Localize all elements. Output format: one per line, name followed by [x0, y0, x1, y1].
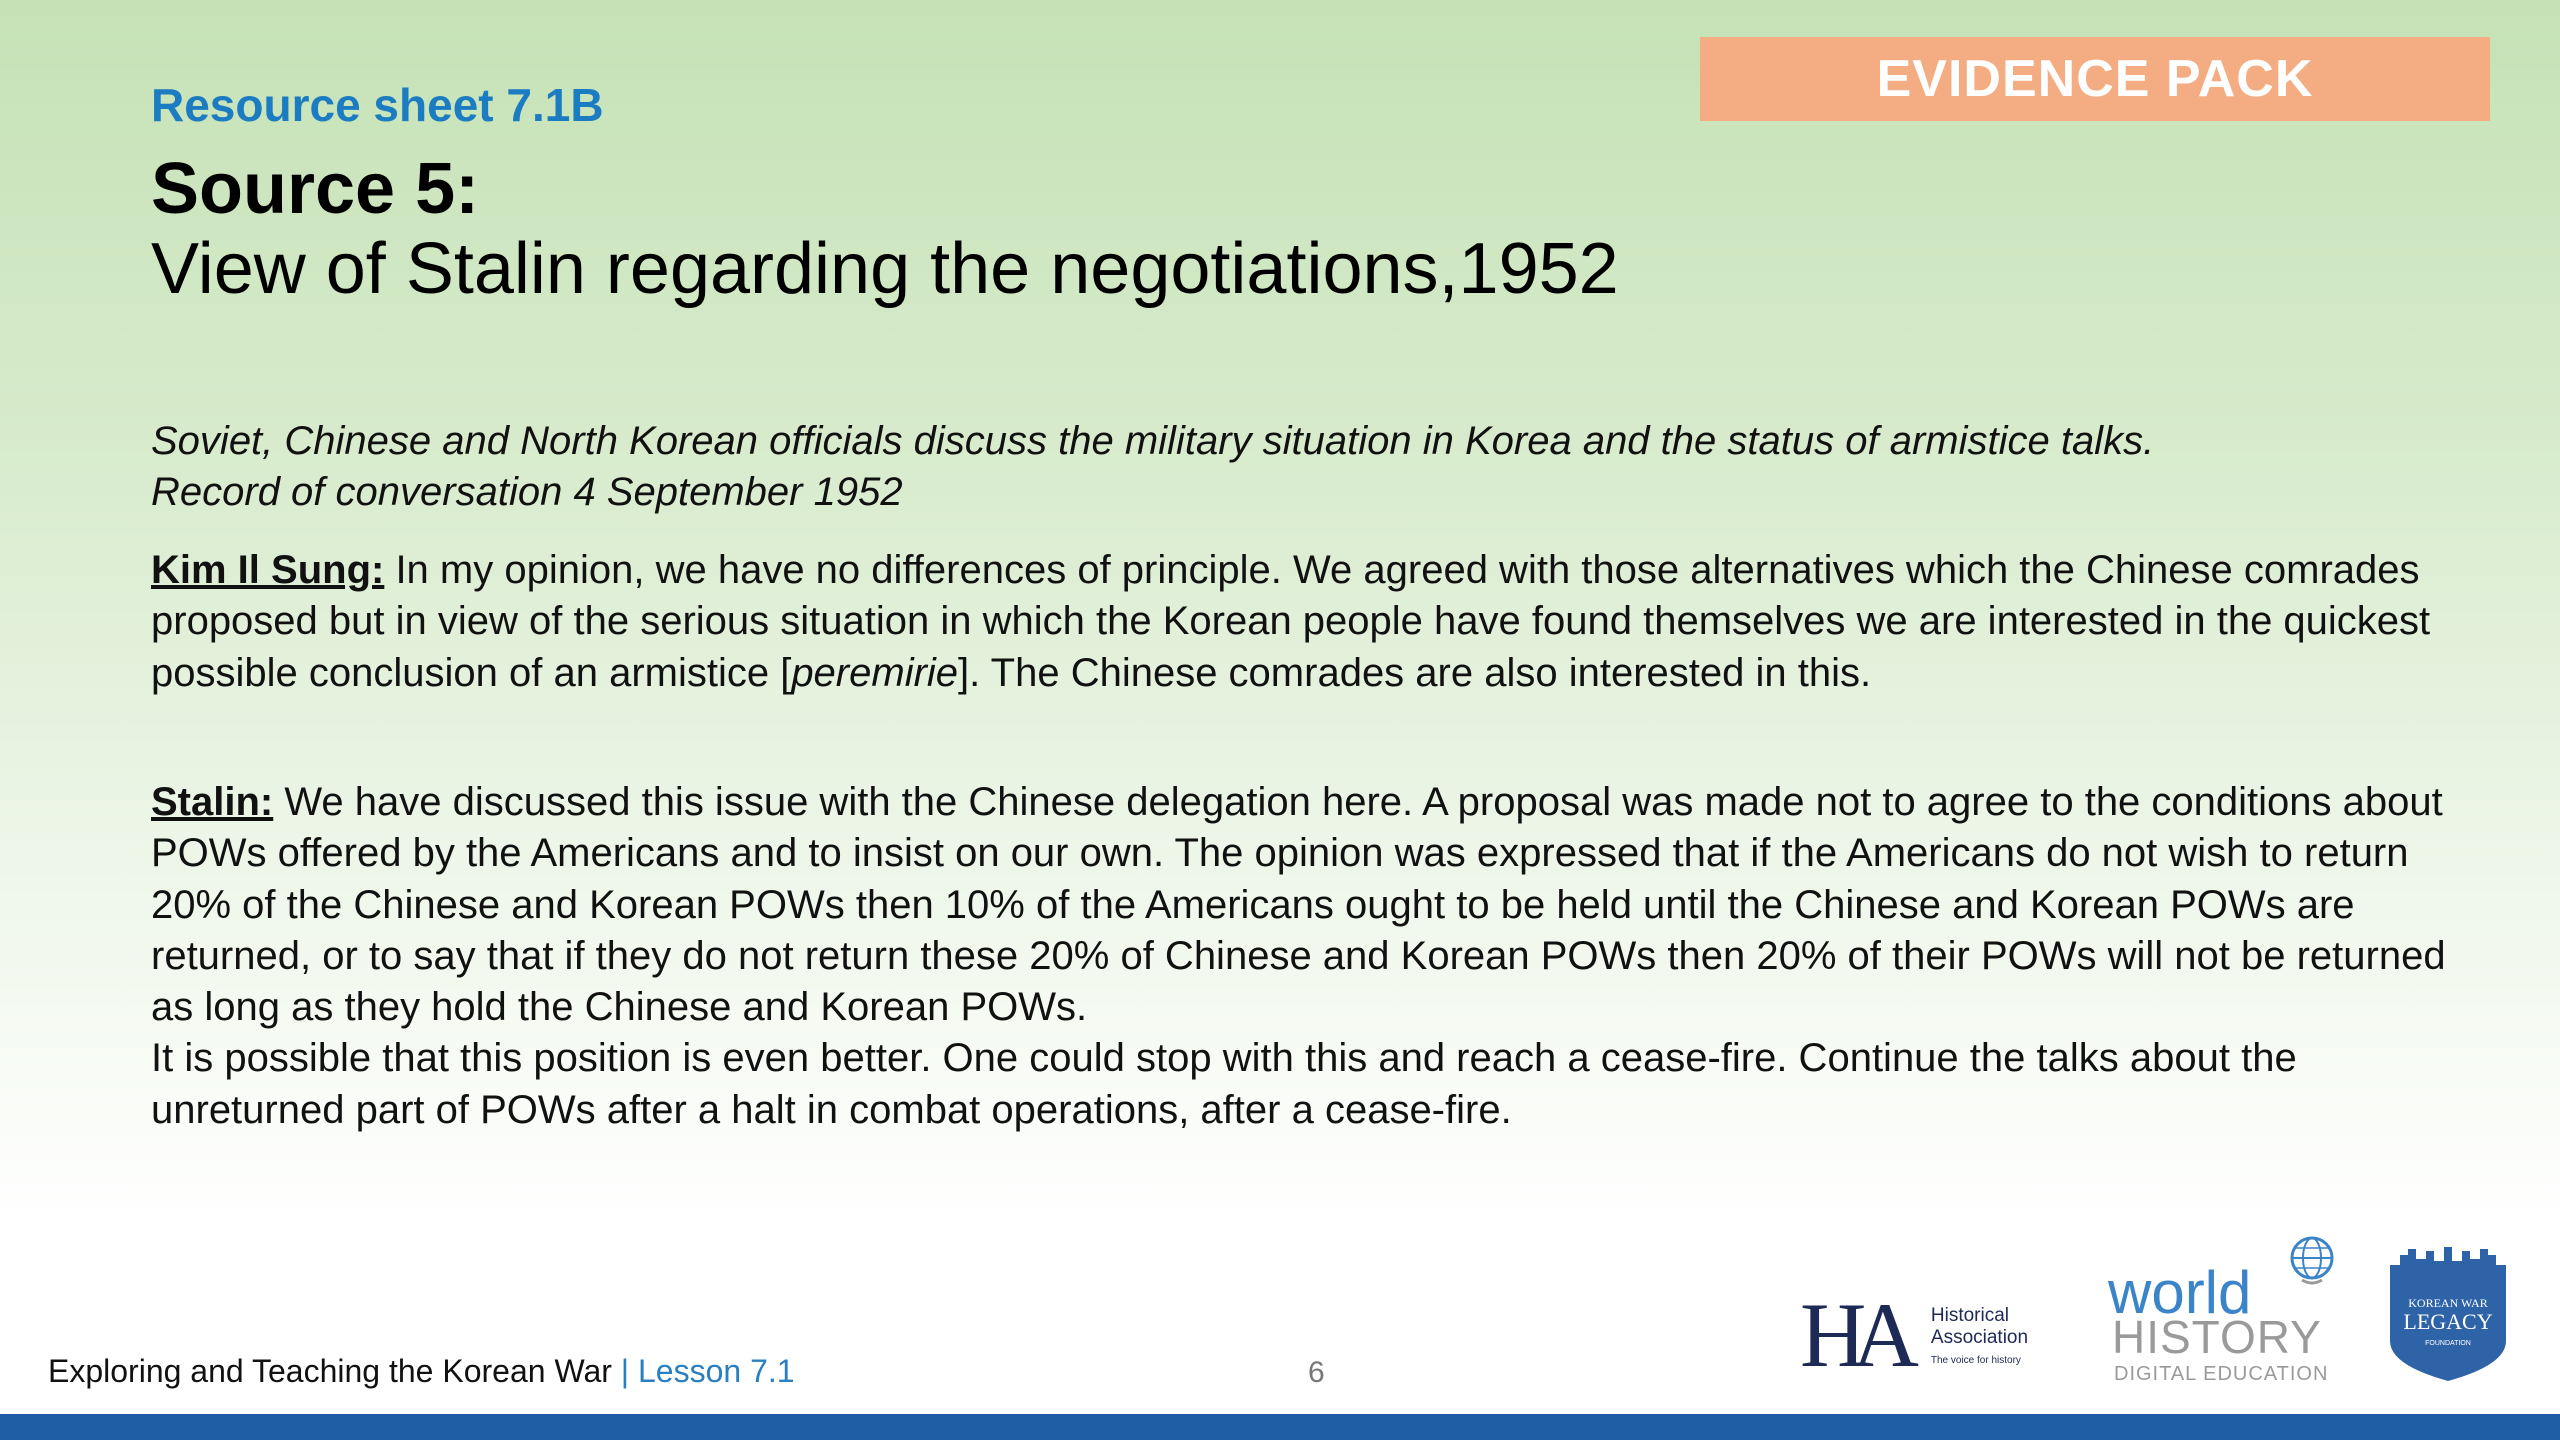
kim-il-sung-paragraph: [151, 545, 2451, 699]
bottom-bar: [0, 1414, 2560, 1440]
historical-association-logo: [1800, 1285, 2070, 1385]
korean-war-legacy-logo: [2386, 1245, 2510, 1383]
globe-icon: [2284, 1232, 2340, 1288]
wh-logo-world: world: [2108, 1259, 2252, 1326]
resource-sheet-label: Resource sheet 7.1B: [151, 79, 604, 131]
world-history-digital-education-logo: [2092, 1218, 2342, 1393]
ha-logo-mark: HA: [1800, 1284, 1905, 1386]
kim-text-part-1: In my opinion, we have no differences of principle. We agreed with those alternatives which the Chinese comrades proposed but in view of the serious situation in which the Korean people have found themselves we are interested in the quickest possible conclusion of an armistice [: [151, 548, 2431, 695]
intro-line-2: Record of conversation 4 September 1952: [151, 470, 903, 514]
kwl-line-1: KOREAN WAR: [2408, 1296, 2488, 1310]
kim-italic-term: peremirie: [791, 650, 959, 695]
footer-lesson: Lesson 7.1: [638, 1353, 795, 1389]
footer-course: Exploring and Teaching the Korean War: [48, 1353, 612, 1389]
source-subtitle: View of Stalin regarding the negotiations,1952: [151, 229, 1619, 309]
intro-line-1: Soviet, Chinese and North Korean officials discuss the military situation in Korea and the status of armistice talks.: [151, 419, 2155, 463]
page-number: 6: [1308, 1356, 1325, 1389]
kwl-shield-icon: [2386, 1245, 2510, 1383]
stalin-paragraph: [151, 777, 2451, 1136]
speaker-stalin: Stalin:: [151, 780, 274, 824]
stalin-text-part-1: We have discussed this issue with the Chinese delegation here. A proposal was made not to agree to the conditions about POWs offered by the Americans and to insist on our own. The opinion was expressed that if the Americans do not wish to return 20% of the Chinese and Korean POWs then 10% of the Americans ought to be held until the Chinese and Korean POWs are returned, or to say that if they do not return these 20% of Chinese and Korean POWs then 20% of their POWs will not be returned as long as they hold the Chinese and Korean POWs.: [151, 780, 2446, 1030]
ha-logo-name: Historical Association: [1930, 1304, 2029, 1348]
stalin-text-part-2: It is possible that this position is even better. One could stop with this and reach a cease-fire. Continue the talks about the unreturned part of POWs after a halt in combat operations, after a cease-fire.: [151, 1036, 2297, 1132]
wh-logo-digital: DIGITAL EDUCATION: [2114, 1363, 2329, 1385]
footer-separator: |: [611, 1353, 638, 1389]
kim-text-part-2: ]. The Chinese comrades are also interested in this.: [958, 650, 1872, 695]
ha-logo-tagline: The voice for history: [1930, 1354, 2021, 1366]
footer-course-label: [48, 1353, 795, 1390]
source-title: Source 5:: [151, 149, 480, 229]
stalin-statement-1: [151, 777, 2451, 1033]
source-intro: [151, 416, 2451, 518]
kwl-line-3: FOUNDATION: [2425, 1340, 2471, 1347]
evidence-pack-label: EVIDENCE PACK: [1876, 50, 2314, 108]
wh-logo-history: HISTORY: [2112, 1311, 2322, 1363]
speaker-kim-il-sung: Kim Il Sung:: [151, 548, 385, 592]
kwl-line-2: LEGACY: [2403, 1309, 2493, 1334]
evidence-pack-badge: [1700, 37, 2490, 121]
